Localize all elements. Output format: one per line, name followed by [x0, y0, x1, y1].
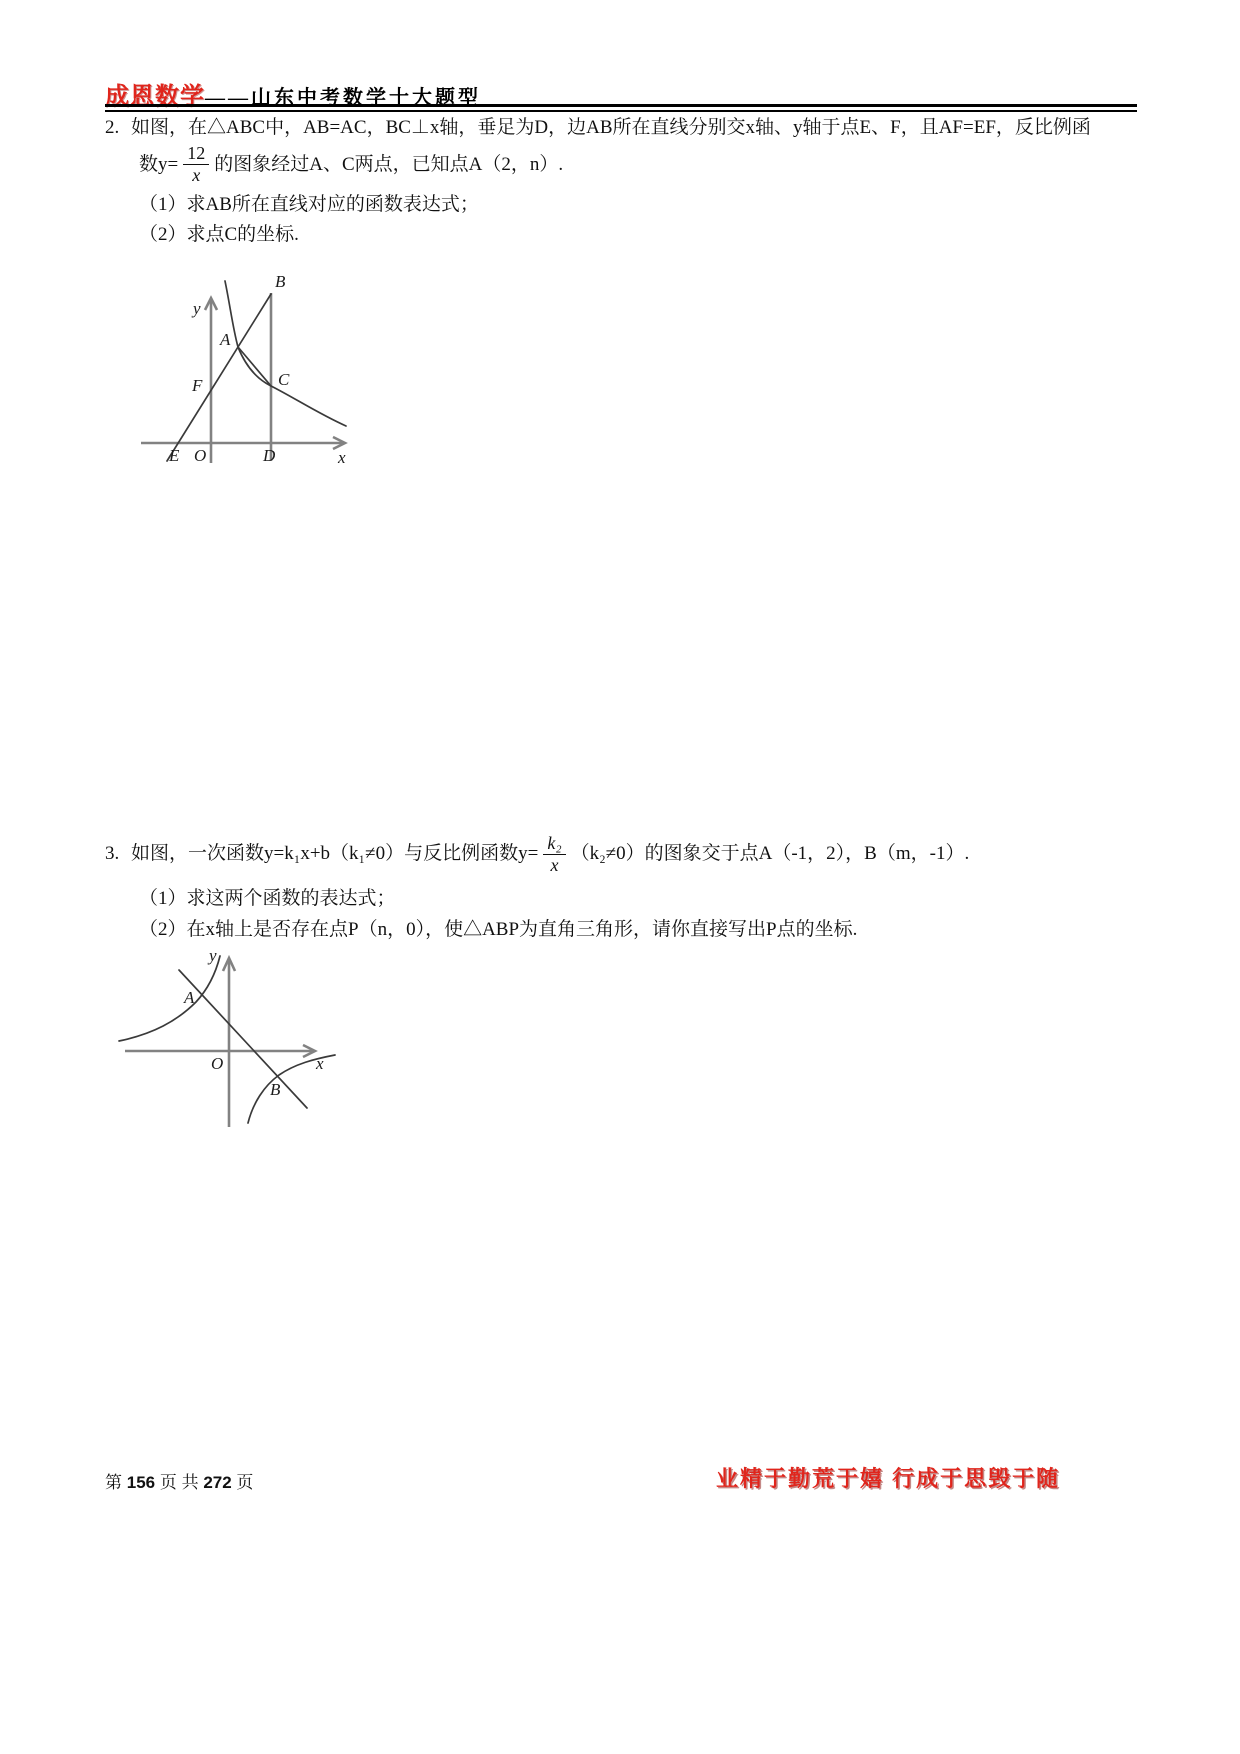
label-E: E: [169, 445, 180, 465]
label-A: A: [184, 988, 195, 1008]
problem-3-figure: [117, 945, 352, 1133]
problem-3-line1-suffix: （k₂≠0）的图象交于点A（-1，2），B（m，-1）.: [570, 843, 970, 865]
label-O: O: [211, 1054, 224, 1074]
problem-2-line2: [139, 142, 1145, 188]
label-B: B: [270, 1080, 281, 1100]
problem-2-line2-prefix: 数y=: [139, 153, 179, 175]
problem-2-subquestion-2: （2）求点C的坐标.: [139, 224, 299, 246]
problem-2-figure: [133, 253, 361, 469]
problem-3-subquestion-2: （2）在x轴上是否存在点P（n，0），使△ABP为直角三角形，请你直接写出P点的坐标.: [139, 918, 858, 940]
problem-2-number: 2.: [105, 117, 120, 138]
fraction-numerator: 12: [183, 143, 209, 165]
label-B: B: [275, 271, 286, 291]
problem-2-text-line1: 如图，在△ABC中，AB=AC，BC⊥x轴，垂足为D，边AB所在直线分别交x轴、y轴于点E、F，且AF=EF，反比例函: [131, 117, 1091, 138]
line-AB: [179, 970, 307, 1108]
problem-2-line2-suffix: 的图象经过A、C两点，已知点A（2，n）.: [214, 153, 564, 175]
fraction-12-over-x: [183, 143, 209, 185]
footer-motto: 业精于勤荒于嬉 行成于思毁于随: [716, 1466, 1061, 1491]
label-C: C: [278, 369, 290, 389]
segment-AC: [238, 347, 271, 386]
label-D: D: [263, 445, 276, 465]
problem-3-line1-prefix: 如图，一次函数y=k₁x+b（k₁≠0）与反比例函数y=: [131, 843, 539, 865]
fraction-k2-over-x: [543, 833, 565, 875]
footer-page-prefix: 第: [105, 1473, 122, 1492]
footer-page-middle: 页 共: [159, 1473, 199, 1492]
footer-page-indicator: [105, 1468, 253, 1493]
problem-2: [105, 114, 1145, 469]
fraction-denominator: x: [550, 854, 559, 875]
label-y: y: [193, 298, 201, 318]
header-subtitle: ——山东中考数学十大题型: [205, 87, 481, 109]
label-y: y: [209, 946, 217, 966]
label-A: A: [220, 329, 231, 349]
label-F: F: [192, 375, 203, 395]
line-AB: [167, 294, 271, 461]
problem-2-subquestion-1: （1）求AB所在直线对应的函数表达式；: [139, 193, 479, 215]
problem-3: [105, 826, 1145, 1133]
label-O: O: [194, 445, 207, 465]
label-x: x: [338, 447, 346, 467]
problem-2-line1: [105, 114, 1145, 142]
problem-3-line1: [105, 826, 1145, 882]
header-divider: [105, 104, 1137, 112]
footer-page-suffix: 页: [236, 1473, 254, 1492]
problem-3-number: 3.: [105, 843, 120, 865]
fraction-denominator: x: [192, 165, 201, 186]
problem-3-subquestion-1: （1）求这两个函数的表达式；: [139, 888, 396, 909]
footer-total-pages: 272: [203, 1473, 232, 1492]
brand-logo: 成恩数学: [105, 83, 205, 110]
footer-page-number: 156: [126, 1473, 156, 1492]
label-x: x: [316, 1054, 324, 1074]
fraction-numerator: k₂: [543, 833, 565, 855]
